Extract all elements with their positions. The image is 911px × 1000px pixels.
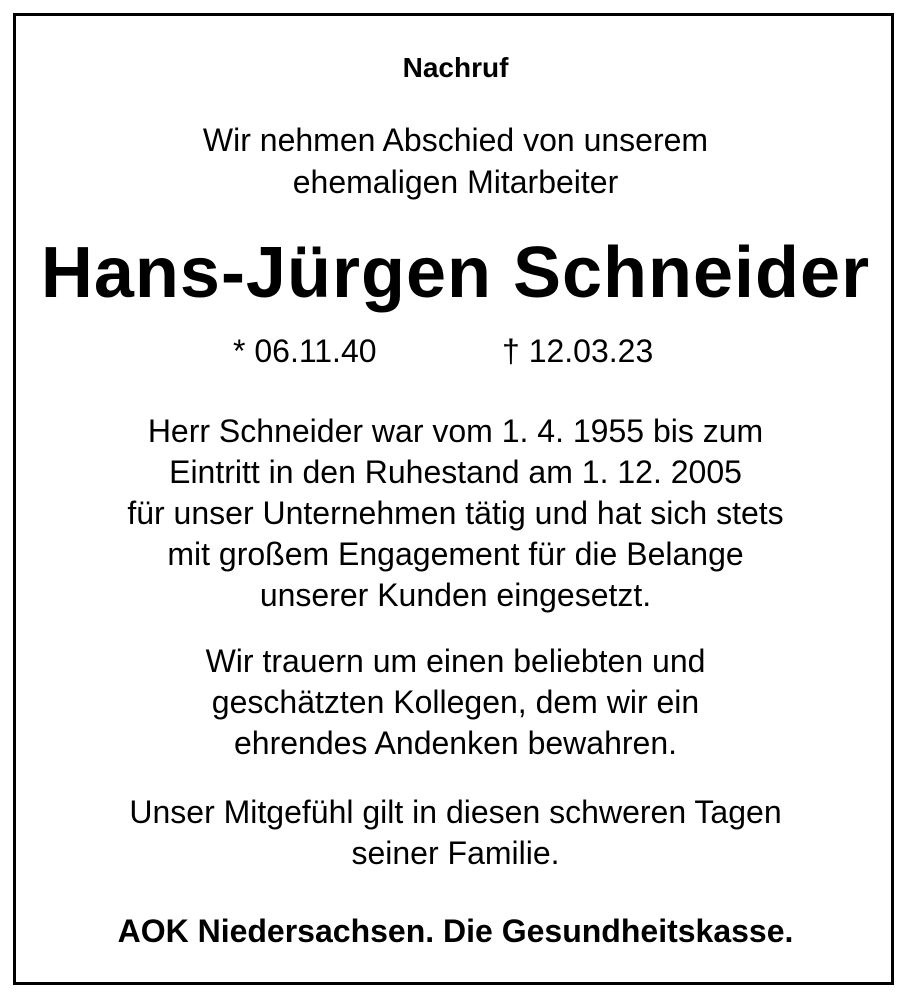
signature: AOK Niedersachsen. Die Gesundheitskasse.: [117, 913, 794, 949]
paragraph-1-line-3: für unser Unternehmen tätig und hat sich stets: [127, 495, 784, 531]
intro-line-1: Wir nehmen Abschied von unserem: [202, 122, 709, 158]
paragraph-3-line-1: Unser Mitgefühl gilt in diesen schweren Tagen: [129, 794, 782, 830]
paragraph-2-line-3: ehrendes Andenken bewahren.: [233, 725, 677, 761]
intro-line-2: ehemaligen Mitarbeiter: [292, 164, 619, 200]
paragraph-2-line-2: geschätzten Kollegen, dem wir ein: [211, 684, 700, 720]
paragraph-2-line-1: Wir trauern um einen beliebten und: [205, 643, 706, 679]
paragraph-1-line-2: Eintritt in den Ruhestand am 1. 12. 2005: [169, 454, 742, 490]
death-date: † 12.03.23: [502, 333, 654, 369]
paragraph-1-line-4: mit großem Engagement für die Belange: [167, 536, 744, 572]
obituary-heading: Nachruf: [402, 52, 509, 83]
birth-date: * 06.11.40: [233, 333, 377, 369]
paragraph-1-line-5: unserer Kunden eingesetzt.: [259, 577, 652, 613]
paragraph-3-line-2: seiner Familie.: [351, 835, 560, 871]
paragraph-1-line-1: Herr Schneider war vom 1. 4. 1955 bis zum: [147, 413, 764, 449]
deceased-name: Hans-Jürgen Schneider: [40, 233, 871, 313]
